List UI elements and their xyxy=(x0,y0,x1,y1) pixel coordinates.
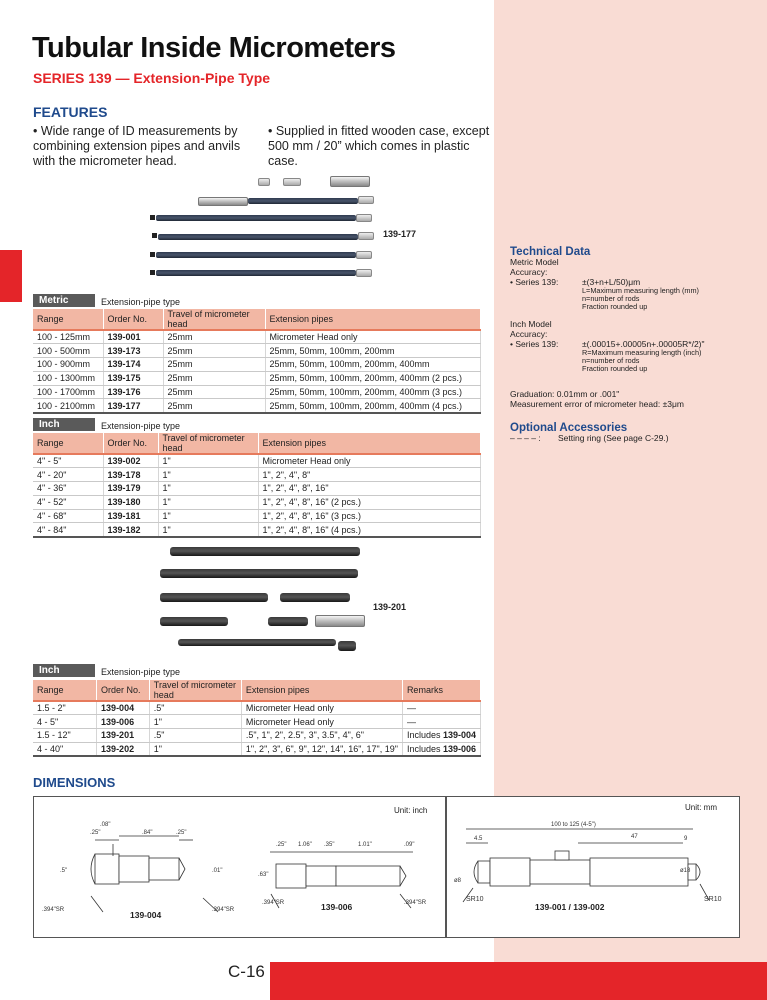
cell-pipes: 1", 2", 4", 8" xyxy=(258,468,481,482)
dim-annotation: SR10 xyxy=(466,896,484,903)
dim-annotation: ø18 xyxy=(680,868,691,874)
cell-travel: 1" xyxy=(158,509,258,523)
extension-pipe xyxy=(156,270,356,276)
dim-annotation: .09" xyxy=(404,842,415,848)
anvil-end xyxy=(91,854,95,884)
column-header: Extension pipes xyxy=(265,309,481,330)
column-header: Extension pipes xyxy=(241,680,402,701)
table-tag: Inch xyxy=(33,664,95,677)
cell-order-no: 139-001 xyxy=(103,330,163,344)
cell-pipes: 25mm, 50mm, 100mm, 200mm, 400mm xyxy=(265,358,481,372)
accessories-heading: Optional Accessories xyxy=(510,422,628,434)
cell-travel: 25mm xyxy=(163,330,265,344)
cell-travel: 1" xyxy=(158,454,258,468)
dim-annotation: .394"SR xyxy=(42,907,65,913)
inch-notes xyxy=(582,349,705,373)
cell-travel: 1" xyxy=(149,742,241,756)
cell-remarks xyxy=(402,701,480,715)
cell-pipes: 1", 2", 4", 8", 16" (3 pcs.) xyxy=(258,509,481,523)
cell-pipes: 25mm, 50mm, 100mm, 200mm, 400mm (3 pcs.) xyxy=(265,385,481,399)
drawing-139-001 xyxy=(463,829,709,902)
cell-pipes: 1", 2", 4", 8", 16" xyxy=(258,482,481,496)
table-row xyxy=(33,701,481,715)
extension-pipe xyxy=(158,234,358,240)
unit-label: Unit: inch xyxy=(394,806,428,815)
section-tab xyxy=(0,250,22,302)
accuracy-label: Accuracy: xyxy=(510,329,548,339)
photo-label: 139-201 xyxy=(373,602,407,612)
column-header: Order No. xyxy=(103,309,163,330)
column-header: Range xyxy=(33,433,103,454)
cell-pipes: 1", 2", 4", 8", 16" (2 pcs.) xyxy=(258,495,481,509)
table-subtitle: Extension-pipe type xyxy=(101,667,181,677)
cell-pipes: Micrometer Head only xyxy=(258,454,481,468)
dim-annotation: .63" xyxy=(258,872,269,878)
cell-order-no: 139-177 xyxy=(103,399,163,413)
cell-order-no: 139-202 xyxy=(97,742,150,756)
cell-range: 4" - 68" xyxy=(33,509,103,523)
cell-pipes: 1", 2", 3", 6", 9", 12", 14", 16", 17", 19" xyxy=(241,742,402,756)
cell-order-no: 139-182 xyxy=(103,523,158,537)
table-row xyxy=(33,330,481,344)
metric-table-heading xyxy=(33,294,180,307)
dim-annotation: .394"SR xyxy=(212,907,235,913)
metric-spec-table xyxy=(33,309,481,414)
anvil-end xyxy=(474,861,478,883)
pipe-tip xyxy=(150,252,155,257)
accessory-text: Setting ring (See page C-29.) xyxy=(558,433,669,443)
cell-order-no: 139-004 xyxy=(97,701,150,715)
thimble xyxy=(530,860,590,884)
note: Fraction rounded up xyxy=(582,302,648,311)
cell-order-no: 139-175 xyxy=(103,371,163,385)
inch-model-label: Inch Model xyxy=(510,319,552,329)
dim-annotation: .394"SR xyxy=(404,900,427,906)
dimensions-heading: DIMENSIONS xyxy=(33,775,116,790)
drawing-label: 139-004 xyxy=(130,910,162,920)
dim-annotation: .01" xyxy=(212,868,223,874)
pipe-end xyxy=(356,251,372,259)
dim-annotation: .25" xyxy=(90,830,101,836)
table-row xyxy=(33,344,481,358)
accuracy-label: Accuracy: xyxy=(510,267,548,277)
drawing-139-006 xyxy=(270,852,413,908)
sleeve xyxy=(149,858,179,880)
anvil-part xyxy=(283,178,301,186)
inch-formula: ±(.00015+.00005n+.00005R*/2)" xyxy=(582,339,705,349)
cell-travel: 25mm xyxy=(163,344,265,358)
cell-travel: 1" xyxy=(158,495,258,509)
column-header: Order No. xyxy=(97,680,150,701)
cell-order-no: 139-181 xyxy=(103,509,158,523)
column-header: Travel of micrometer head xyxy=(163,309,265,330)
remark-text: — xyxy=(406,703,416,714)
table-row xyxy=(33,509,481,523)
thimble xyxy=(119,856,149,882)
dim-annotation: .25" xyxy=(176,830,187,836)
table-row xyxy=(33,385,481,399)
anvil-body xyxy=(276,864,306,888)
pipe-end xyxy=(358,232,374,240)
cell-order-no: 139-006 xyxy=(97,715,150,729)
cell-travel: 25mm xyxy=(163,399,265,413)
contact-end xyxy=(400,866,406,886)
cell-range: 100 - 900mm xyxy=(33,358,103,372)
cell-range: 100 - 1700mm xyxy=(33,385,103,399)
dim-annotation: 9 xyxy=(684,836,688,842)
cell-range: 100 - 1300mm xyxy=(33,371,103,385)
dim-annotation: .5" xyxy=(60,868,68,874)
sleeve xyxy=(336,866,400,886)
metric-formula: ±(3+n+L/50)μm xyxy=(582,277,641,287)
cell-travel: 25mm xyxy=(163,358,265,372)
cell-range: 100 - 2100mm xyxy=(33,399,103,413)
cell-travel: .5" xyxy=(149,729,241,743)
cell-travel: 1" xyxy=(158,523,258,537)
cell-range: 4 - 40" xyxy=(33,742,97,756)
clamp xyxy=(555,851,569,860)
dim-annotation: 1.01" xyxy=(358,842,372,848)
cell-travel: 25mm xyxy=(163,371,265,385)
dim-annotation: .08" xyxy=(100,822,111,828)
series-label: • Series 139: xyxy=(510,277,559,287)
contact-end xyxy=(179,858,185,880)
inch-table-heading xyxy=(33,418,180,431)
cell-pipes: .5", 1", 2", 2.5", 3", 3.5", 4", 6" xyxy=(241,729,402,743)
footer-bar xyxy=(270,962,767,1000)
column-header: Range xyxy=(33,309,103,330)
product-photo-139-201 xyxy=(150,545,380,657)
table-row xyxy=(33,482,481,496)
cell-range: 100 - 500mm xyxy=(33,344,103,358)
remark-order-no: 139-006 xyxy=(442,744,476,755)
extension-pipe xyxy=(156,215,356,221)
cell-remarks xyxy=(402,729,480,743)
column-header: Travel of micrometer head xyxy=(149,680,241,701)
technical-data xyxy=(510,247,705,443)
inch-spec-table xyxy=(33,433,481,538)
table-row xyxy=(33,729,481,743)
cell-range: 4" - 52" xyxy=(33,495,103,509)
drawing-label: 139-001 / 139-002 xyxy=(535,902,605,912)
cell-order-no: 139-176 xyxy=(103,385,163,399)
pipe-end xyxy=(358,196,374,204)
anvil-part xyxy=(258,178,270,186)
cell-pipes: Micrometer Head only xyxy=(241,715,402,729)
dim-annotation: 4.5 xyxy=(474,836,483,842)
cell-pipes: 25mm, 50mm, 100mm, 200mm, 400mm (2 pcs.) xyxy=(265,371,481,385)
pipe-end xyxy=(356,214,372,222)
table-subtitle: Extension-pipe type xyxy=(101,421,181,431)
extension-pipe xyxy=(160,569,285,578)
accessory-code: – – – – : xyxy=(510,433,541,443)
cell-pipes: Micrometer Head only xyxy=(241,701,402,715)
note: n=number of rods xyxy=(582,294,640,303)
cell-range: 100 - 125mm xyxy=(33,330,103,344)
anvil-body xyxy=(478,861,490,883)
thimble xyxy=(306,866,336,886)
cell-order-no: 139-174 xyxy=(103,358,163,372)
remark-text: Includes xyxy=(406,744,443,755)
cell-order-no: 139-002 xyxy=(103,454,158,468)
cell-range: 4" - 20" xyxy=(33,468,103,482)
micrometer-head xyxy=(315,615,365,627)
cell-order-no: 139-201 xyxy=(97,729,150,743)
graduation-text: Graduation: 0.01mm or .001" xyxy=(510,389,620,399)
page-subtitle: SERIES 139 — Extension-Pipe Type xyxy=(33,70,271,86)
note: n=number of rods xyxy=(582,356,640,365)
extension-pipe xyxy=(160,593,268,602)
dim-annotation: .84" xyxy=(142,830,153,836)
knurled-sleeve xyxy=(490,858,530,886)
micrometer-head xyxy=(198,197,248,206)
remark-text: Includes xyxy=(406,730,443,741)
cell-range: 1.5 - 2" xyxy=(33,701,97,715)
contact-end xyxy=(696,864,700,880)
cell-range: 4 - 5" xyxy=(33,715,97,729)
table-row xyxy=(33,371,481,385)
cell-travel: 1" xyxy=(158,468,258,482)
note: Fraction rounded up xyxy=(582,364,648,373)
cell-order-no: 139-179 xyxy=(103,482,158,496)
table-row xyxy=(33,742,481,756)
cell-order-no: 139-173 xyxy=(103,344,163,358)
cell-remarks xyxy=(402,742,480,756)
anvil-body xyxy=(95,854,119,884)
column-header: Order No. xyxy=(103,433,158,454)
dim-annotation: .35" xyxy=(324,842,335,848)
page-title: Tubular Inside Micrometers xyxy=(32,32,396,64)
series-label: • Series 139: xyxy=(510,339,559,349)
cell-travel: .5" xyxy=(149,701,241,715)
remark-order-no: 139-004 xyxy=(442,730,476,741)
extension-pipe xyxy=(160,617,228,626)
remark-text: — xyxy=(406,716,416,727)
extension-pipe xyxy=(248,198,358,204)
cell-travel: 1" xyxy=(158,482,258,496)
table-row xyxy=(33,715,481,729)
column-header: Remarks xyxy=(402,680,480,701)
barrel xyxy=(590,858,691,886)
feature-item: • Wide range of ID measurements by combining extension pipes and anvils with the micrometer head. xyxy=(33,124,241,168)
pipe-tip xyxy=(152,233,157,238)
cell-remarks xyxy=(402,715,480,729)
dim-annotation: .394"SR xyxy=(262,900,285,906)
pipe-tip xyxy=(150,270,155,275)
cell-travel: 25mm xyxy=(163,385,265,399)
cell-range: 1.5 - 12" xyxy=(33,729,97,743)
metric-notes xyxy=(582,287,705,311)
dim-annotation: 1.06" xyxy=(298,842,312,848)
dim-annotation: 47 xyxy=(631,834,638,840)
table-row xyxy=(33,468,481,482)
cell-order-no: 139-178 xyxy=(103,468,158,482)
table-subtitle: Extension-pipe type xyxy=(101,297,181,307)
photo-label: 139-177 xyxy=(383,229,417,239)
cell-order-no: 139-180 xyxy=(103,495,158,509)
table-row xyxy=(33,399,481,413)
page-number: C-16 xyxy=(228,962,265,981)
inch-table2-heading xyxy=(33,664,180,677)
dim-annotation: .25" xyxy=(276,842,287,848)
column-header: Range xyxy=(33,680,97,701)
feature-item: • Supplied in fitted wooden case, except 500 mm / 20” which comes in plastic case. xyxy=(268,124,490,168)
table-row xyxy=(33,495,481,509)
micrometer-head xyxy=(330,176,370,187)
drawing-label: 139-006 xyxy=(321,902,353,912)
metric-model-label: Metric Model xyxy=(510,257,559,267)
inch-spec-table-2 xyxy=(33,680,481,757)
column-header: Travel of micrometer head xyxy=(158,433,258,454)
cell-pipes: 25mm, 50mm, 100mm, 200mm, 400mm (4 pcs.) xyxy=(265,399,481,413)
table-tag: Inch xyxy=(33,418,95,431)
table-row xyxy=(33,358,481,372)
cell-range: 4" - 84" xyxy=(33,523,103,537)
extension-pipe xyxy=(170,547,360,556)
extension-pipe xyxy=(278,569,358,578)
cell-pipes: Micrometer Head only xyxy=(265,330,481,344)
extension-pipe xyxy=(268,617,308,626)
cell-pipes: 1", 2", 4", 8", 16" (4 pcs.) xyxy=(258,523,481,537)
cell-pipes: 25mm, 50mm, 100mm, 200mm xyxy=(265,344,481,358)
extension-pipe xyxy=(156,252,356,258)
table-row xyxy=(33,454,481,468)
cell-range: 4" - 5" xyxy=(33,454,103,468)
table-tag: Metric xyxy=(33,294,95,307)
pipe-end xyxy=(356,269,372,277)
extension-pipe xyxy=(280,593,350,602)
column-header: Extension pipes xyxy=(258,433,481,454)
table-row xyxy=(33,523,481,537)
unit-label: Unit: mm xyxy=(685,803,717,812)
handle xyxy=(178,639,336,646)
anvil-part xyxy=(338,641,356,651)
dim-annotation: SR10 xyxy=(704,896,722,903)
cell-range: 4" - 36" xyxy=(33,482,103,496)
note: R=Maximum measuring length (inch) xyxy=(582,348,702,357)
technical-heading: Technical Data xyxy=(510,246,591,258)
leader-line xyxy=(91,896,103,912)
accessory-row xyxy=(510,433,705,443)
dim-annotation: ø8 xyxy=(454,878,462,884)
measurement-error-text: Measurement error of micrometer head: ±3μm xyxy=(510,399,684,409)
drawing-139-004 xyxy=(91,836,218,912)
pipe-tip xyxy=(150,215,155,220)
cell-travel: 1" xyxy=(149,715,241,729)
note: L=Maximum measuring length (mm) xyxy=(582,286,699,295)
dim-annotation: 100 to 125 (4-5") xyxy=(551,822,596,828)
features-heading: FEATURES xyxy=(33,104,108,120)
